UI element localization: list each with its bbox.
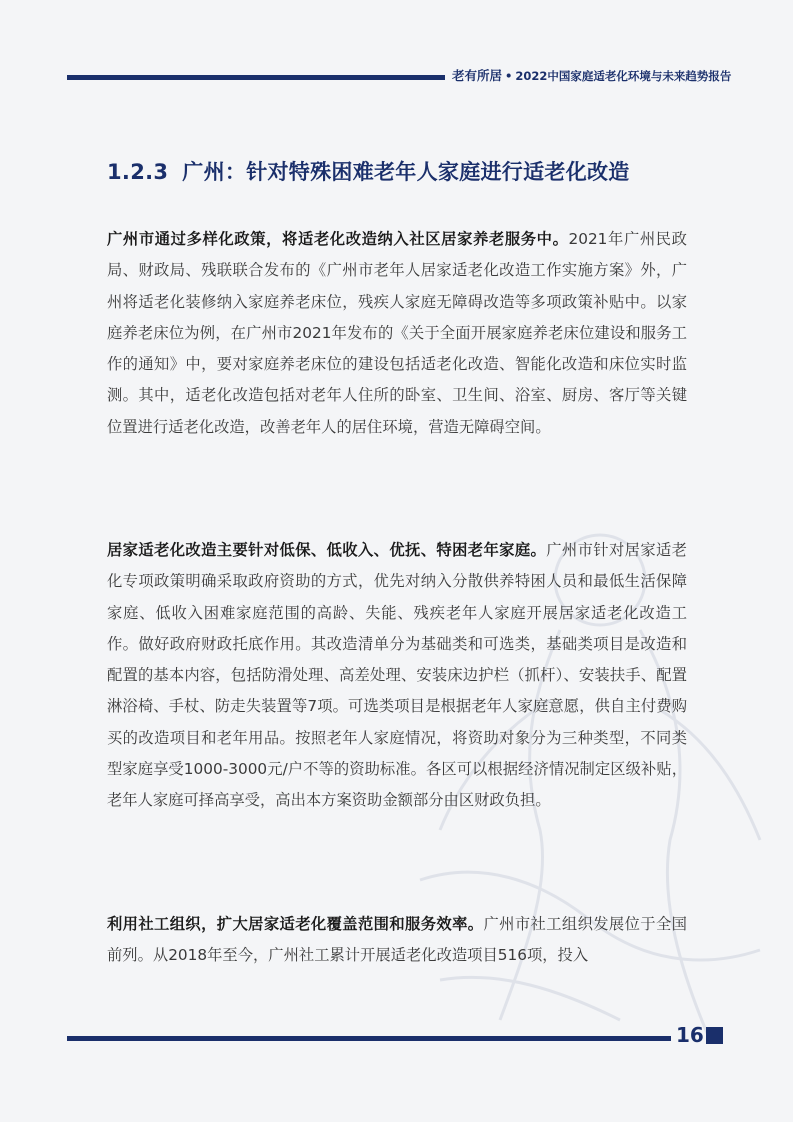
section-number: 1.2.3: [107, 160, 169, 184]
page-number-square-icon: [706, 1027, 723, 1044]
paragraph-2-lead: 居家适老化改造主要针对低保、低收入、优抚、特困老年家庭。: [107, 541, 547, 559]
header-brand: 老有所居: [452, 68, 503, 83]
paragraph-3-body: 广州市社工组织发展位于全国前列。从2018年至今，广州社工累计开展适老化改造项目516项，投入: [107, 915, 687, 965]
paragraph-1-body: 2021年广州民政局、财政局、残联联合发布的《广州市老年人居家适老化改造工作实施方案》外，广州将适老化装修纳入家庭养老床位，残疾人家庭无障碍改造等多项政策补贴中。以家庭养老床位为例，在广州市2021年发布的《关于全面开展家庭养老床位建设和服务工作的通知》中，要对家庭养老床位的建设包括适老化改造、智能化改造和床位实时监测。其中，适老化改造包括对老年人住所的卧室、卫生间、浴室、厨房、客厅等关键位置进行适老化改造，改善老年人的居住环境，营造无障碍空间。: [107, 230, 687, 436]
paragraph-2: [107, 535, 687, 817]
paragraph-3: [107, 909, 687, 972]
paragraph-2-body: 广州市针对居家适老化专项政策明确采取政府资助的方式，优先对纳入分散供养特困人员和最低生活保障家庭、低收入困难家庭范围的高龄、失能、残疾老年人家庭开展居家适老化改造工作。做好政府财政托底作用。其改造清单分为基础类和可选类，基础类项目是改造和配置的基本内容，包括防滑处理、高差处理、安装床边护栏（抓杆）、安装扶手、配置淋浴椅、手杖、防走失装置等7项。可选类项目是根据老年人家庭意愿，供自主付费购买的改造项目和老年用品。按照老年人家庭情况，将资助对象分为三种类型，不同类型家庭享受1000-3000元/户不等的资助标准。各区可以根据经济情况制定区级补贴，老年人家庭可择高享受，高出本方案资助金额部分由区财政负担。: [107, 541, 687, 810]
paragraph-1-lead: 广州市通过多样化政策，将适老化改造纳入社区居家养老服务中。: [107, 230, 569, 248]
header-report-title: 2022中国家庭适老化环境与未来趋势报告: [515, 69, 732, 83]
running-header: [452, 66, 732, 84]
page-number: 16: [676, 1023, 704, 1047]
header-separator: •: [505, 69, 513, 83]
footer-rule: [67, 1036, 671, 1041]
paragraph-3-lead: 利用社工组织，扩大居家适老化覆盖范围和服务效率。: [107, 915, 484, 933]
section-heading: [107, 156, 707, 186]
section-title-text: 广州：针对特殊困难老年人家庭进行适老化改造: [182, 160, 630, 184]
header-rule: [67, 75, 445, 80]
paragraph-1: [107, 224, 687, 443]
